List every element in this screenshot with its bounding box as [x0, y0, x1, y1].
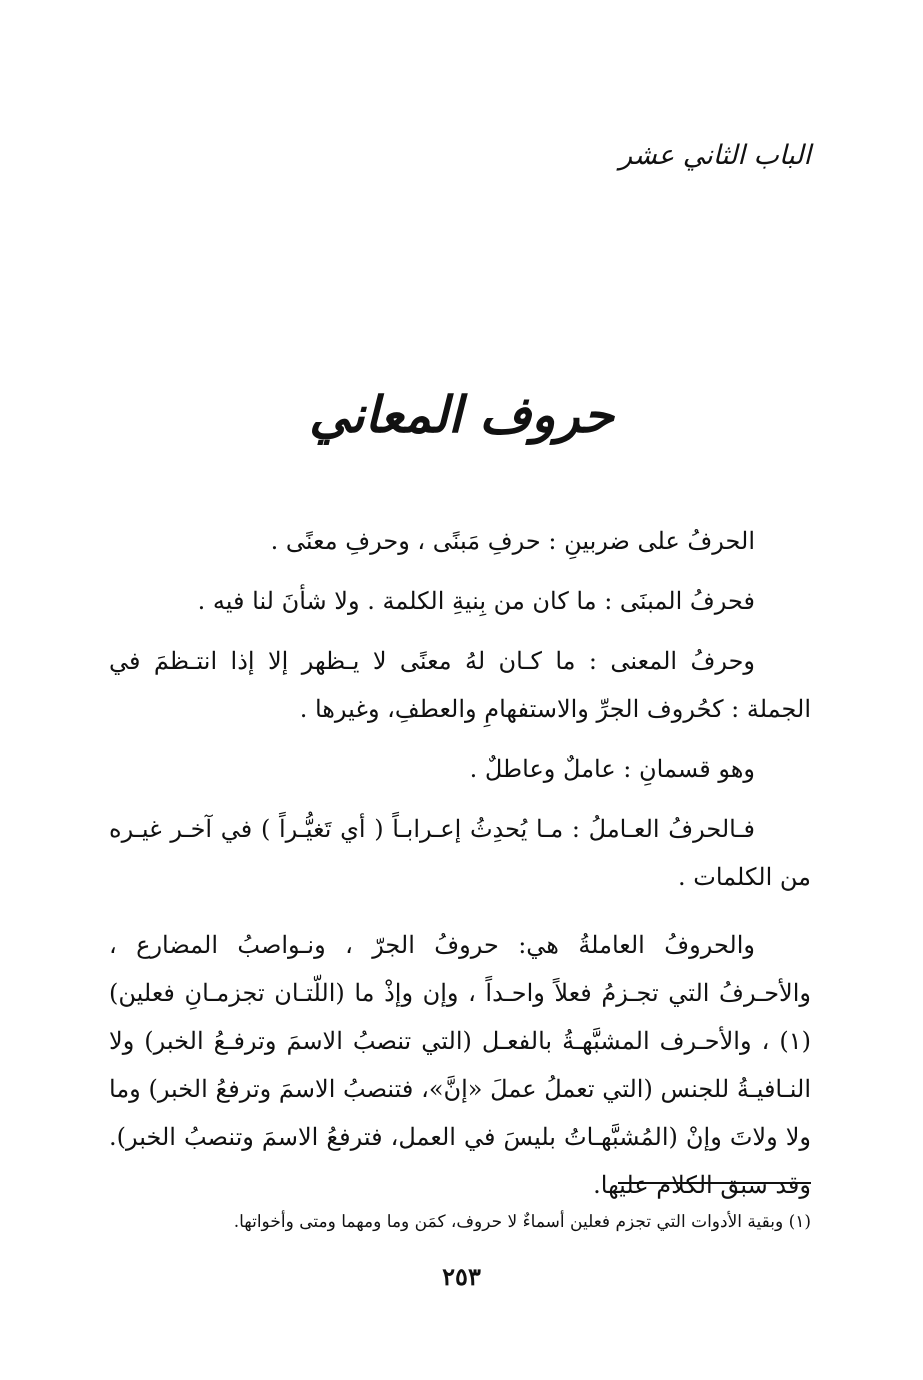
- footnote-separator: [618, 1182, 811, 1184]
- page-title: حروف المعاني: [309, 385, 614, 444]
- paragraph-5: فـالحرفُ العـاملُ : مـا يُحدِثُ إعـرابـاً ( أي تَغيُّـراً ) في آخـر غيـره من الكلمات .: [109, 815, 811, 891]
- paragraph-2: فحرفُ المبنَى : ما كان من بِنيةِ الكلمة . ولا شأنَ لنا فيه .: [197, 587, 755, 615]
- body-text: [109, 517, 811, 1221]
- footnote: (١) وبقية الأدوات التي تجزم فعلين أسماءٌ لا حروف، كمَن وما ومهما ومتى وأخواتها.: [233, 1212, 811, 1232]
- paragraph-6: والحروفُ العاملةُ هي: حروفُ الجرّ ، ونـواصبُ المضارع ، والأحـرفُ التي تجـزمُ فعلاً واحـداً ، وإن وإذْ ما (اللّتـان تجزمـانِ فعلين)(١) ، والأحـرف المشبَّهـةُ بالفعـل (التي تنصبُ الاسمَ وترفـعُ الخبر) ولا النـافيـةُ للجنس (التي تعملُ عملَ «إنَّ»، فتنصبُ الاسمَ وترفعُ الخبر) وما ولا ولاتَ وإنْ (المُشبَّهـاتُ بليسَ في العمل، فترفعُ الاسمَ وتنصبُ الخبر). وقد سبق الكلام عليها.: [109, 931, 812, 1199]
- paragraph-1: الحرفُ على ضربينِ : حرفِ مَبنًى ، وحرفِ معنًى .: [270, 527, 755, 555]
- chapter-heading: الباب الثاني عشر: [619, 140, 811, 171]
- paragraph-4: وهو قسمانِ : عاملٌ وعاطلٌ .: [469, 755, 755, 783]
- paragraph-3: وحرفُ المعنى : ما كـان لهُ معنًى لا يـظهر إلا إذا انتـظمَ في الجملة : كحُروف الجرِّ والاستفهامِ والعطفِ، وغيرها .: [109, 647, 811, 723]
- page-number: ٢٥٣: [442, 1262, 481, 1291]
